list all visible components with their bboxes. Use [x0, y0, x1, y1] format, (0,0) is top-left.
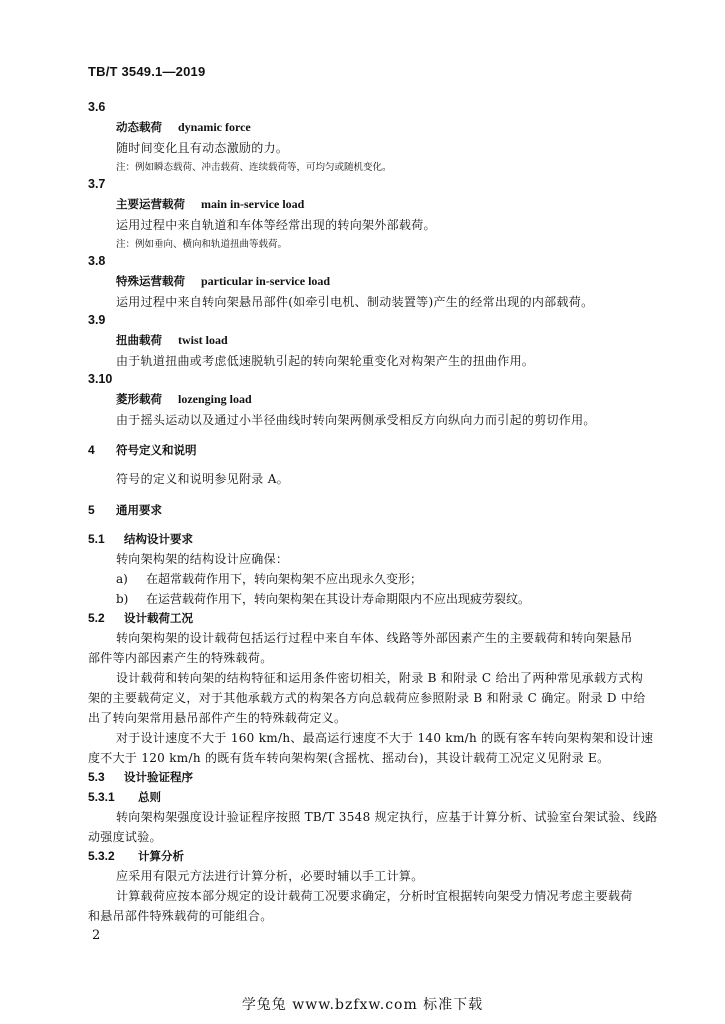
watermark-footer: 学兔兔 www.bzfxw.com 标准下载 — [241, 997, 484, 1013]
subsection-heading — [88, 789, 161, 805]
subsection-heading — [88, 610, 193, 626]
term-note: 注：例如垂向、横向和轨道扭曲等载荷。 — [116, 239, 288, 250]
section-number: 5.3.2 — [88, 849, 115, 863]
paragraph-line: 转向架构架强度设计验证程序按照 TB/T 3548 规定执行，应基于计算分析、试验室台架试验、线路 — [116, 810, 658, 824]
section-number: 5.3 — [88, 770, 105, 784]
section-title: 计算分析 — [138, 849, 184, 863]
term-number: 3.8 — [88, 254, 106, 268]
paragraph-line: 转向架构架的设计载荷包括运行过程中来自车体、线路等外部因素产生的主要载荷和转向架悬吊 — [116, 631, 633, 645]
term-title — [116, 196, 304, 212]
section-title: 总则 — [138, 790, 161, 804]
paragraph: 转向架构架的结构设计应确保： — [116, 552, 289, 566]
standard-code-header: TB/T 3549.1—2019 — [88, 64, 206, 79]
term-definition: 由于轨道扭曲或考虑低速脱轨引起的转向架轮重变化对构架产生的扭曲作用。 — [116, 354, 535, 368]
term-en: dynamic force — [178, 120, 251, 134]
section-number: 5.2 — [88, 611, 105, 625]
term-zh: 特殊运营载荷 — [116, 274, 185, 288]
term-note: 注：例如瞬态载荷、冲击载荷、连续载荷等，可均匀或随机变化。 — [116, 162, 392, 173]
term-definition: 由于摇头运动以及通过小半径曲线时转向架两侧承受相反方向纵向力而引起的剪切作用。 — [116, 413, 596, 427]
section-number: 5.1 — [88, 532, 105, 546]
section-title: 符号定义和说明 — [116, 443, 197, 457]
term-number: 3.9 — [88, 313, 106, 327]
paragraph-line: 计算载荷应按本部分规定的设计载荷工况要求确定，分析时宜根据转向架受力情况考虑主要载荷 — [116, 889, 633, 903]
term-title — [116, 273, 330, 289]
term-en: particular in-service load — [201, 274, 331, 288]
subsection-heading — [88, 848, 184, 864]
term-title — [116, 119, 251, 135]
term-definition: 随时间变化且有动态激励的力。 — [116, 141, 289, 155]
list-item — [116, 570, 422, 587]
term-number: 3.7 — [88, 177, 106, 191]
section-number: 4 — [88, 443, 95, 457]
paragraph-line: 设计载荷和转向架的结构特征和运用条件密切相关，附录 B 和附录 C 给出了两种常见承载方式构 — [116, 671, 644, 685]
section-heading — [88, 502, 162, 518]
section-heading — [88, 442, 197, 458]
section-title: 结构设计要求 — [124, 532, 193, 546]
term-number: 3.10 — [88, 372, 113, 386]
paragraph-line: 动强度试验。 — [88, 830, 162, 844]
term-en: lozenging load — [178, 392, 252, 406]
term-zh: 扭曲载荷 — [116, 333, 162, 347]
term-number: 3.6 — [88, 100, 106, 114]
paragraph: 符号的定义和说明参见附录 A。 — [116, 472, 289, 486]
section-title: 通用要求 — [116, 503, 162, 517]
subsection-heading — [88, 769, 193, 785]
paragraph-line: 部件等内部因素产生的特殊载荷。 — [88, 651, 273, 665]
section-number: 5 — [88, 503, 95, 517]
term-definition: 运用过程中来自轨道和车体等经常出现的转向架外部载荷。 — [116, 218, 436, 232]
paragraph-line: 架的主要载荷定义，对于其他承载方式的构架各方向总载荷应参照附录 B 和附录 C 确定。附录 D 中给 — [88, 691, 646, 705]
list-text: 在运营载荷作用下，转向架构架在其设计寿命期限内不应出现疲劳裂纹。 — [146, 592, 531, 606]
term-definition: 运用过程中来自转向架悬吊部件(如牵引电机、制动装置等)产生的经常出现的内部载荷。 — [116, 295, 594, 309]
term-en: main in-service load — [201, 197, 305, 211]
subsection-heading — [88, 531, 193, 547]
term-zh: 菱形载荷 — [116, 392, 162, 406]
paragraph-line: 度不大于 120 km/h 的既有货车转向架构架(含摇枕、摇动台)，其设计载荷工况定义见附录 E。 — [88, 751, 610, 765]
term-zh: 动态载荷 — [116, 120, 162, 134]
term-title — [116, 332, 228, 348]
section-title: 设计载荷工况 — [124, 611, 193, 625]
term-en: twist load — [178, 333, 228, 347]
list-marker: a) — [116, 572, 128, 586]
term-title — [116, 391, 252, 407]
paragraph-line: 对于设计速度不大于 160 km/h、最高运行速度不大于 140 km/h 的既有客车转向架构架和设计速 — [116, 731, 654, 745]
paragraph-line: 应采用有限元方法进行计算分析，必要时辅以手工计算。 — [116, 869, 424, 883]
list-marker: b) — [116, 592, 129, 606]
paragraph-line: 出了转向架常用悬吊部件产生的特殊载荷定义。 — [88, 711, 347, 725]
section-title: 设计验证程序 — [124, 770, 193, 784]
list-text: 在超常载荷作用下，转向架构架不应出现永久变形； — [146, 572, 423, 586]
page-number: 2 — [92, 928, 101, 943]
paragraph-line: 和悬吊部件特殊载荷的可能组合。 — [88, 909, 273, 923]
term-zh: 主要运营载荷 — [116, 197, 185, 211]
section-number: 5.3.1 — [88, 790, 115, 804]
list-item — [116, 590, 530, 607]
